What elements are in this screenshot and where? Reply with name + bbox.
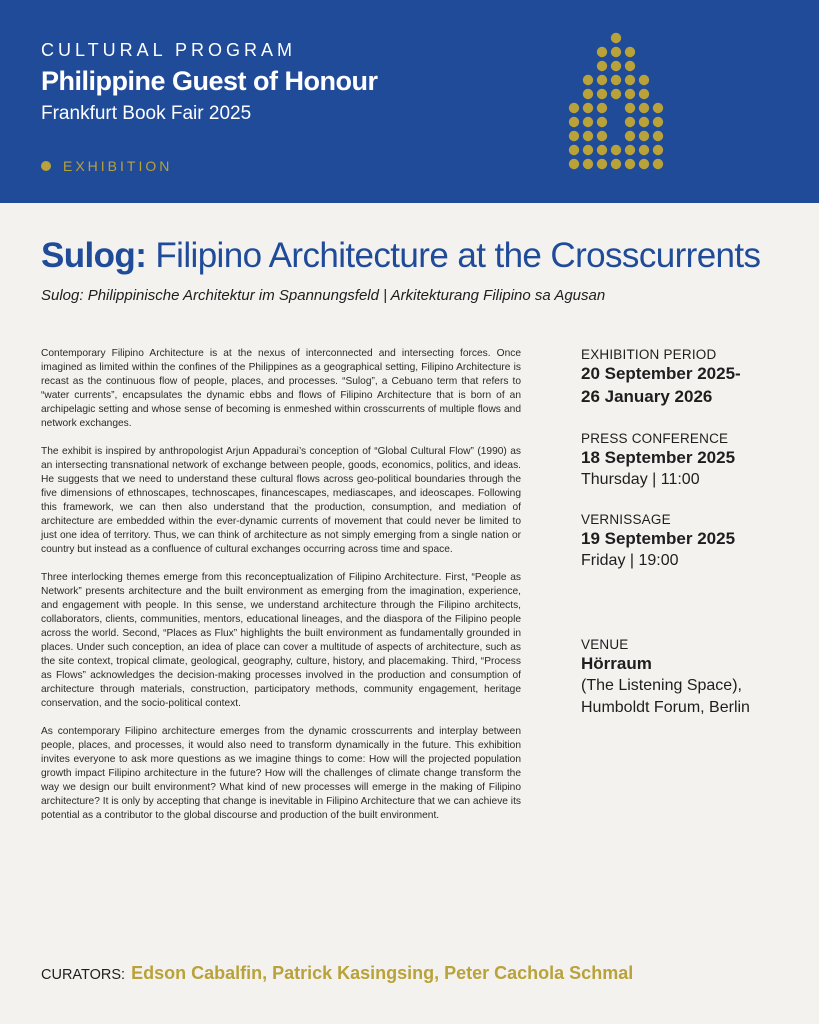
logo-dot [569,145,579,155]
logo-dot [625,103,635,113]
logo-dot [653,117,663,127]
dot-house-logo-icon [560,28,680,173]
exhibition-period-end: 26 January 2026 [581,387,713,406]
header-banner [0,0,819,203]
venue-block [581,637,791,719]
press-conference-time: Thursday | 11:00 [581,471,700,488]
curators-names: Edson Cabalfin, Patrick Kasingsing, Peter Cachola Schmal [131,963,634,983]
logo-dot [597,89,607,99]
logo-dot [639,103,649,113]
logo-dot [583,89,593,99]
logo-dot [611,75,621,85]
logo-dot [569,117,579,127]
vernissage-date: 19 September 2025 [581,529,736,548]
paragraph: Three interlocking themes emerge from this reconceptualization of Filipino Architecture. First, “People as Network” presents architecture and the built environment as emerging from the imagination, experience, and engagement with people. In this sense, we understand architecture through the Filipino architects, collaborators, clients, communities, mentors, educational lineages, and the diaspora of the Filipino people across the world. Second, “Places as Flux” highlights the built environment as fundamentally grounded in places. Under such conception, an idea of place can cover a multitude of aspects of architecture, such as the site context, tropical climate, geological, geography, culture, history, and placemaking. Third, “Process as Flows” acknowledges the decision-making processes involved in the production and consumption of architecture through materials, construction, participatory methods, community engagement, heritage conservation, and the socio-political context. [41,572,521,709]
logo-dot [583,103,593,113]
logo-dot [611,33,621,43]
exhibition-period-start: 20 September 2025- [581,364,741,383]
venue-name: Hörraum [581,654,652,673]
logo-dot [597,75,607,85]
venue-label: VENUE [581,637,629,652]
exhibition-title-rest: Filipino Architecture at the Crosscurrents [146,236,761,275]
logo-dot [597,47,607,57]
description-body [41,347,521,837]
logo-dot [597,145,607,155]
venue-line-1: (The Listening Space), [581,677,742,694]
exhibition-period-label: EXHIBITION PERIOD [581,347,717,362]
vernissage-block [581,512,791,572]
press-conference-label: PRESS CONFERENCE [581,431,729,446]
logo-dot [597,117,607,127]
logo-dot [597,61,607,71]
paragraph: Contemporary Filipino Architecture is at the nexus of interconnected and intersecting forces. Once imagined as limited within the confines of the Philippines as a geographical setting, Filipino Architecture is recast as the continuous flow of people, places, and processes. “Sulog”, a Cebuano term that refers to “water currents”, encapsulates the dynamic ebbs and flows of Filipino Architecture that is born of an archipelagic setting and whose sense of becoming is enmeshed within crosscurrents of multiple flows and network exchanges. [41,348,521,429]
logo-dot [639,159,649,169]
logo-dot [639,89,649,99]
exhibition-title-bold: Sulog: [41,236,147,275]
logo-dot [653,159,663,169]
logo-dot [639,145,649,155]
exhibition-subtitle: Sulog: Philippinische Architektur im Spannungsfeld | Arkitekturang Filipino sa Agusan [41,287,606,304]
logo-dot [583,145,593,155]
venue-line-2: Humboldt Forum, Berlin [581,699,750,716]
program-label: CULTURAL PROGRAM [41,40,297,60]
logo-dot [653,145,663,155]
fair-name: Frankfurt Book Fair 2025 [41,103,252,124]
category-label: EXHIBITION [63,158,173,174]
logo-dot [625,75,635,85]
logo-dot [625,61,635,71]
press-conference-block [581,431,791,491]
logo-dot [625,89,635,99]
curators-line [41,963,633,984]
logo-dot [583,117,593,127]
category-tag [41,158,172,174]
logo-dot [583,75,593,85]
logo-dot [583,159,593,169]
exhibition-title [41,236,760,276]
logo-dot [625,117,635,127]
logo-dot [569,131,579,141]
vernissage-time: Friday | 19:00 [581,552,679,569]
bullet-dot-icon [41,161,51,171]
logo-dot [597,131,607,141]
exhibition-period-block [581,347,791,408]
logo-dot [569,103,579,113]
logo-dot [611,47,621,57]
logo-dot [653,131,663,141]
logo-dot [625,47,635,57]
paragraph: As contemporary Filipino architecture emerges from the dynamic crosscurrents and interplay between people, places, and processes, it would also need to transform dynamically in the future. This exhibition invites everyone to ask more questions as we imagine things to come: How will the projected population growth impact Filipino architecture in the future? How will the challenges of climate change transform the way we design our built environment? What kind of new processes will emerge in the making of Filipino architecture? It is only by accepting that change is inevitable in Filipino Architecture that we can achieve its potential as a contributor to the global discourse and production of the built environment. [41,726,521,821]
logo-dot [625,131,635,141]
logo-dot [639,131,649,141]
logo-dot [611,89,621,99]
logo-dot [653,103,663,113]
logo-dot [639,75,649,85]
logo-dot [597,103,607,113]
vernissage-label: VERNISSAGE [581,512,671,527]
logo-dot [583,131,593,141]
curators-label: CURATORS: [41,967,126,983]
logo-dot [625,145,635,155]
logo-dot [639,117,649,127]
press-conference-date: 18 September 2025 [581,448,736,467]
logo-dot [625,159,635,169]
logo-dot [569,159,579,169]
logo-dot [611,159,621,169]
paragraph: The exhibit is inspired by anthropologist Arjun Appadurai’s conception of “Global Cultural Flow” (1990) as an intersecting transnational network of exchange between people, goods, economics, politics, and ideas. He suggests that we need to understand these cultural flows across geo-political boundaries through the five dimensions of ethnoscapes, technoscapes, financescapes, mediascapes, and ideoscapes. Following this framework, we can then also understand that the production, consumption, and mediation of architecture are embedded within the ever-dynamic currents of movement that could never be limited to just one idea of territory. Thus, we can think of architecture as not simply emerging from a single nation or country but instead as a confluence of cultural exchanges occurring across time and space. [41,446,521,555]
logo-dot [611,145,621,155]
logo-dot [611,61,621,71]
logo-dot [597,159,607,169]
guest-of-honour-title: Philippine Guest of Honour [41,66,378,96]
